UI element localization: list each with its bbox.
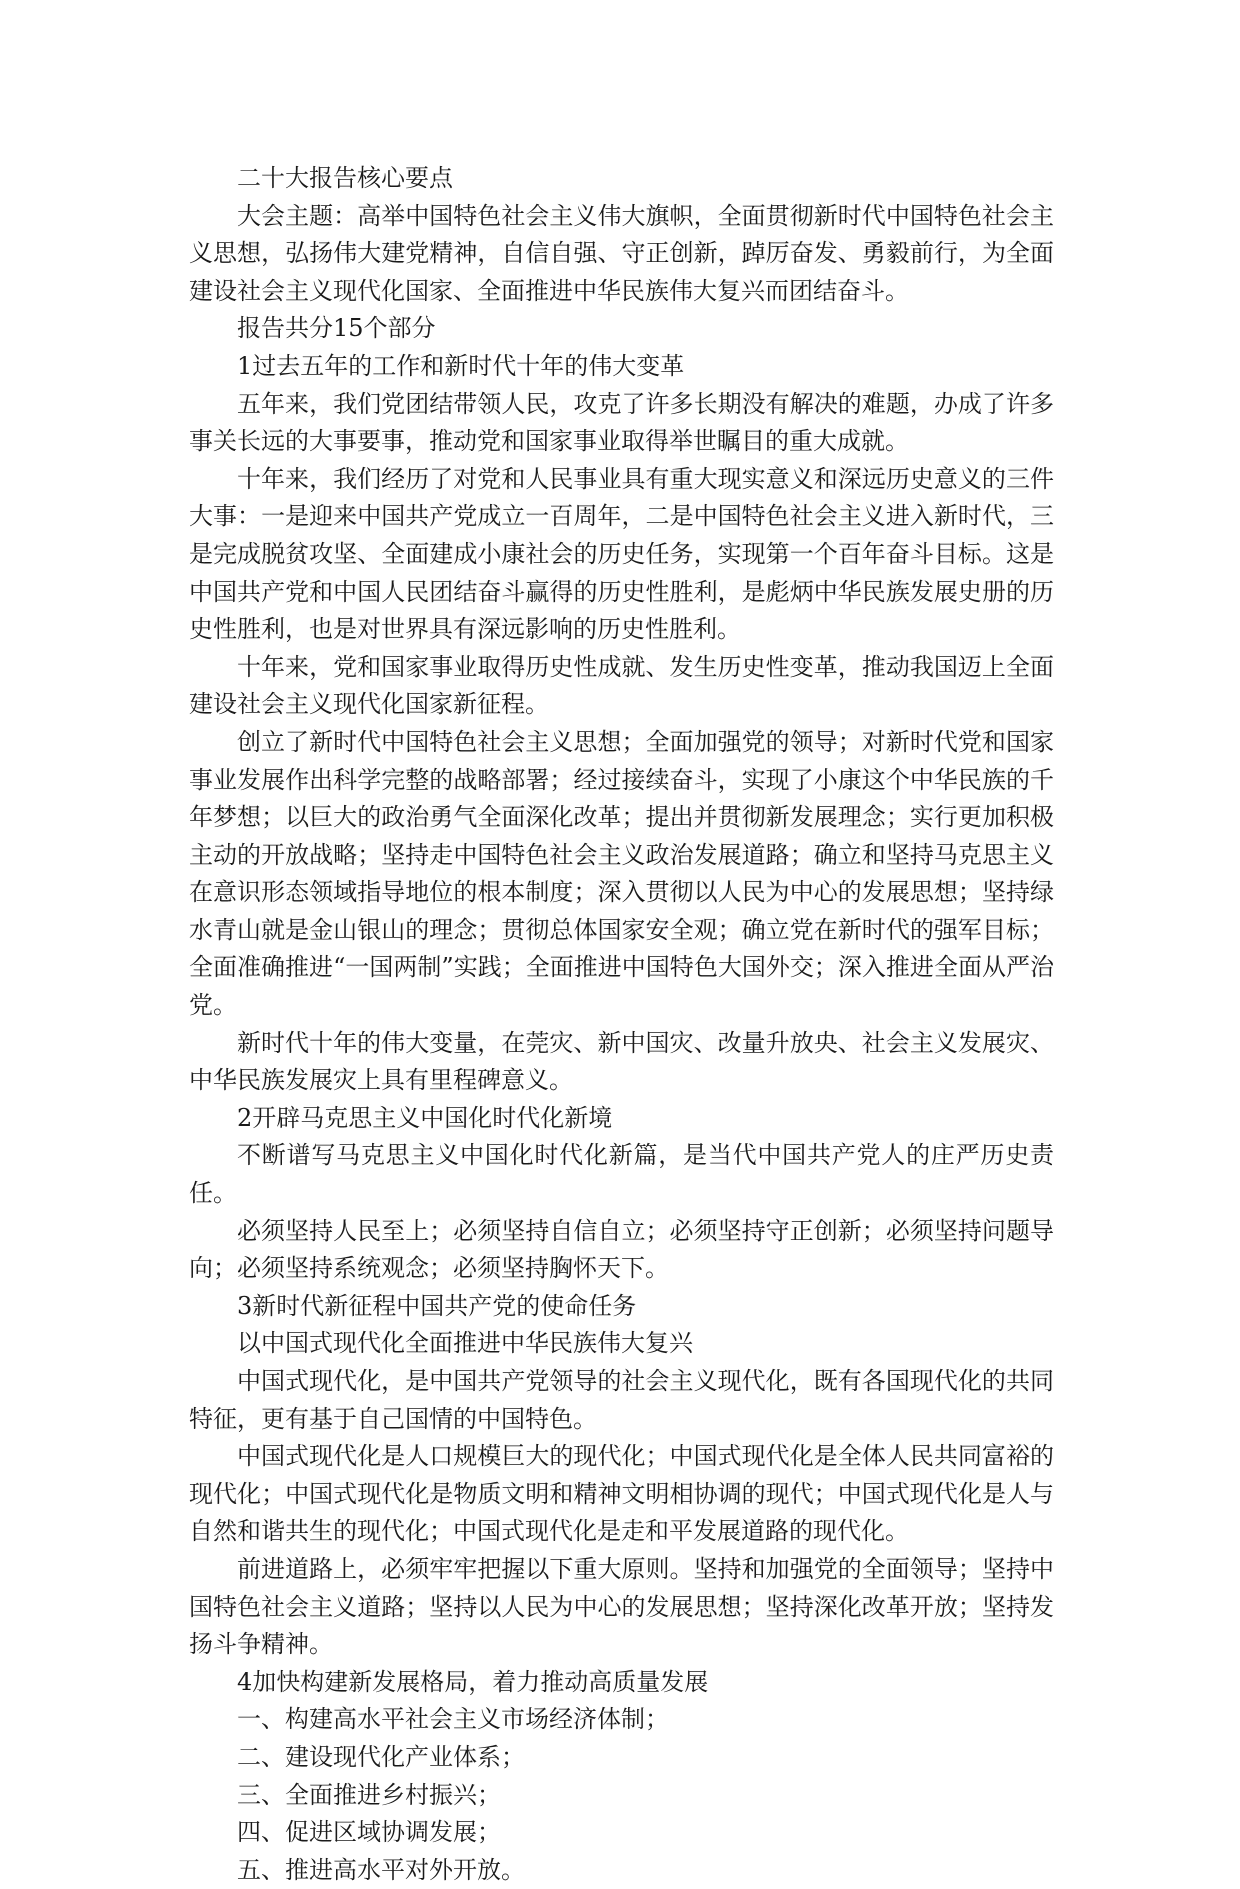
paragraph: 十年来，我们经历了对党和人民事业具有重大现实意义和深远历史意义的三件大事：一是迎来中国共产党成立一百周年，二是中国特色社会主义进入新时代，三是完成脱贫攻坚、全面建成小康社会的历史任务，实现第一个百年奋斗目标。这是中国共产党和中国人民团结奋斗赢得的历史性胜利，是彪炳中华民族发展史册的历史性胜利，也是对世界具有深远影响的历史性胜利。 [189, 464, 1054, 644]
paragraph: 五年来，我们党团结带领人民，攻克了许多长期没有解决的难题，办成了许多事关长远的大事要事，推动党和国家事业取得举世瞩目的重大成就。 [189, 389, 1054, 456]
list-item: 四、促进区域协调发展； [237, 1818, 501, 1847]
list-item: 二、建设现代化产业体系； [237, 1742, 525, 1771]
section-heading-1: 1过去五年的工作和新时代十年的伟大变革 [237, 351, 685, 380]
paragraph: 中国式现代化，是中国共产党领导的社会主义现代化，既有各国现代化的共同特征，更有基于自己国情的中国特色。 [189, 1367, 1054, 1433]
document-title: 二十大报告核心要点 [237, 164, 453, 192]
paragraph: 中国式现代化是人口规模巨大的现代化；中国式现代化是全体人民共同富裕的现代化；中国式现代化是物质文明和精神文明相协调的现代；中国式现代化是人与自然和谐共生的现代化；中国式现代化是走和平发展道路的现代化。 [189, 1442, 1054, 1546]
paragraph: 不断谱写马克思主义中国化时代化新篇，是当代中国共产党人的庄严历史责任。 [189, 1141, 1054, 1208]
document-body [189, 160, 1054, 1889]
subheading: 以中国式现代化全面推进中华民族伟大复兴 [237, 1329, 693, 1358]
section-heading-2: 2开辟马克思主义中国化时代化新境 [237, 1103, 613, 1132]
list-item: 五、推进高水平对外开放。 [237, 1855, 525, 1884]
paragraph: 创立了新时代中国特色社会主义思想；全面加强党的领导；对新时代党和国家事业发展作出科学完整的战略部署；经过接续奋斗，实现了小康这个中华民族的千年梦想；以巨大的政治勇气全面深化改革；提出并贯彻新发展理念；实行更加积极主动的开放战略；坚持走中国特色社会主义政治发展道路；确立和坚持马克思主义在意识形态领域指导地位的根本制度；深入贯彻以人民为中心的发展思想；坚持绿水青山就是金山银山的理念；贯彻总体国家安全观；确立党在新时代的强军目标；全面准确推进“一国两制”实践；全面推进中国特色大国外交；深入推进全面从严治党。 [189, 727, 1054, 1020]
section-heading-3: 3新时代新征程中国共产党的使命任务 [237, 1291, 637, 1320]
paragraph: 十年来，党和国家事业取得历史性成就、发生历史性变革，推动我国迈上全面建设社会主义现代化国家新征程。 [189, 652, 1054, 719]
list-item: 一、构建高水平社会主义市场经济体制； [237, 1705, 669, 1734]
paragraph: 前进道路上，必须牢牢把握以下重大原则。坚持和加强党的全面领导；坚持中国特色社会主义道路；坚持以人民为中心的发展思想；坚持深化改革开放；坚持发扬斗争精神。 [189, 1554, 1054, 1659]
paragraph-theme: 大会主题：高举中国特色社会主义伟大旗帜，全面贯彻新时代中国特色社会主义思想，弘扬伟大建党精神，自信自强、守正创新，踔厉奋发、勇毅前行，为全面建设社会主义现代化国家、全面推进中华民族伟大复兴而团结奋斗。 [189, 201, 1054, 305]
list-item: 三、全面推进乡村振兴； [237, 1780, 501, 1809]
paragraph-parts-count: 报告共分15个部分 [237, 314, 436, 343]
paragraph: 新时代十年的伟大变量，在莞灾、新中国灾、改量升放央、社会主义发展灾、中华民族发展灾上具有里程碑意义。 [189, 1028, 1054, 1095]
section-heading-4: 4加快构建新发展格局，着力推动高质量发展 [237, 1667, 709, 1696]
paragraph: 必须坚持人民至上；必须坚持自信自立；必须坚持守正创新；必须坚持问题导向；必须坚持系统观念；必须坚持胸怀天下。 [189, 1216, 1054, 1283]
